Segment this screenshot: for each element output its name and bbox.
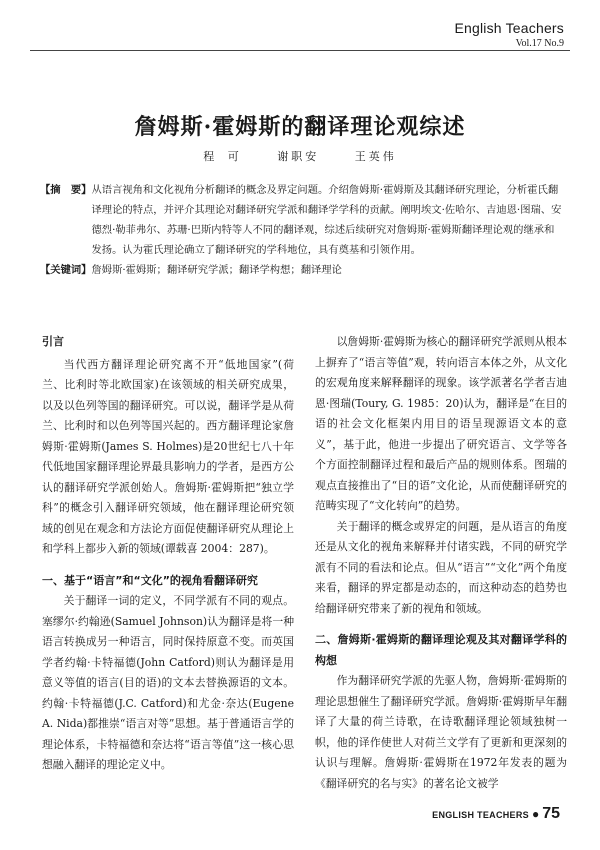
- author-list: [0, 148, 600, 164]
- keywords-row: [40, 260, 562, 280]
- author-name: 谢职安: [277, 150, 320, 163]
- intro-heading: 引言: [42, 335, 64, 348]
- abstract-label: 【摘 要】: [40, 184, 92, 196]
- intro-paragraph: 当代西方翻译理论研究离不开“低地国家”(荷兰、比利时等北欧国家)在该领域的相关研究成果，以及以色列等国的翻译研究。可以说，翻译学是从荷兰、比利时和以色列等国兴起的。西方翻译理论家詹姆斯·霍姆斯(James S. Holmes)是20世纪七八十年代低地国家翻译理论界最具影响力的学者，是西方公认的翻译研究学派创始人。詹姆斯·霍姆斯把“独立学科”的概念引入翻译研究领域，他在翻译理论研究领域的创见在观念和方法论方面促使翻译研究从理论上和学科上都步入新的领域(谭载喜 2004：287)。: [42, 357, 294, 555]
- abstract-text: 从语言视角和文化视角分析翻译的概念及界定问题。介绍詹姆斯·霍姆斯及其翻译研究理论，分析霍氏翻译理论的特点，并评介其理论对翻译研究学派和翻译学学科的贡献。阐明埃文·佐哈尔、吉迪恩·图瑞、安德烈·勒菲弗尔、苏珊·巴斯内特等人不同的翻译观，综述后续研究对詹姆斯·霍姆斯翻译理论观的继承和发扬。认为霍氏理论确立了翻译研究的学科地位，具有奠基和引领作用。: [91, 184, 562, 256]
- journal-name: English Teachers: [454, 20, 564, 36]
- body-paragraph: 关于翻译的概念或界定的问题，是从语言的角度还是从文化的视角来解释并付诸实践，不同的研究学派有不同的看法和论点。但从“语言”“文化”两个角度来看，翻译的界定都是动态的，而这种动态的趋势也给翻译研究带来了新的视角和领域。: [315, 519, 567, 615]
- body-paragraph: 以詹姆斯·霍姆斯为核心的翻译研究学派则从根本上摒弃了“语言等值”观，转向语言本体之外，从文化的宏观角度来解释翻译的现象。该学派著名学者吉迪恩·图瑞(Toury, G. 1985：20)认为，翻译是“在目的语的社会文化框架内用目的语呈现源语文本的意义”，基于此，他进一步提出了研究语言、文学等各个方面控制翻译过程和最后产品的规则体系。图瑞的观点直接推出了“目的语”文化论，从而使翻译研究的范畴实现了“文化转向”的趋势。: [315, 335, 567, 512]
- page-footer: [432, 805, 560, 823]
- keywords-label: 【关键词】: [40, 264, 92, 276]
- bullet-icon: ●: [531, 807, 540, 821]
- article-title: 詹姆斯·霍姆斯的翻译理论观综述: [134, 114, 466, 140]
- section2-heading: 二、詹姆斯·霍姆斯的翻译理论观及其对翻译学科的构想: [315, 633, 567, 667]
- volume-number: Vol.17 No.9: [515, 38, 564, 49]
- author-name: 程 可: [203, 150, 242, 163]
- author-name: 王英伟: [354, 150, 397, 163]
- footer-journal: ENGLISH TEACHERS: [432, 810, 529, 820]
- right-column: [315, 332, 567, 794]
- page-number: 75: [542, 805, 560, 822]
- section2-paragraph: 作为翻译研究学派的先驱人物，詹姆斯·霍姆斯的理论思想催生了翻译研究学派。詹姆斯·霍姆斯早年翻译了大量的荷兰诗歌，在诗歌翻译理论领域独树一帜，他的译作使世人对荷兰文学有了更新和更深刻的认识与理解。詹姆斯·霍姆斯在1972年发表的题为《翻译研究的名与实》的著名论文被学: [315, 674, 567, 790]
- section1-paragraph: 关于翻译一词的定义，不同学派有不同的观点。塞缪尔·约翰逊(Samuel Johnson)认为翻译是将一种语言转换成另一种语言，同时保持原意不变。而英国学者约翰·卡特福德(John Catford)则认为翻译是用意义等值的语言(目的语)的文本去替换源语的文本。约翰·卡特福德(J.C. Catford)和尤金·奈达(Eugene A. Nida)都推崇“语言对等”思想。基于普通语言学的理论体系，卡特福德和奈达将“语言等值”这一核心思想融入翻译的理论定义中。: [42, 594, 294, 771]
- abstract-row: [40, 180, 562, 260]
- abstract-block: [40, 180, 562, 280]
- keywords-text: 詹姆斯·霍姆斯；翻译研究学派；翻译学构想；翻译理论: [91, 264, 342, 276]
- left-column: [42, 332, 294, 776]
- header-rule: [30, 50, 570, 51]
- section1-heading: 一、基于“语言”和“文化”的视角看翻译研究: [42, 573, 258, 587]
